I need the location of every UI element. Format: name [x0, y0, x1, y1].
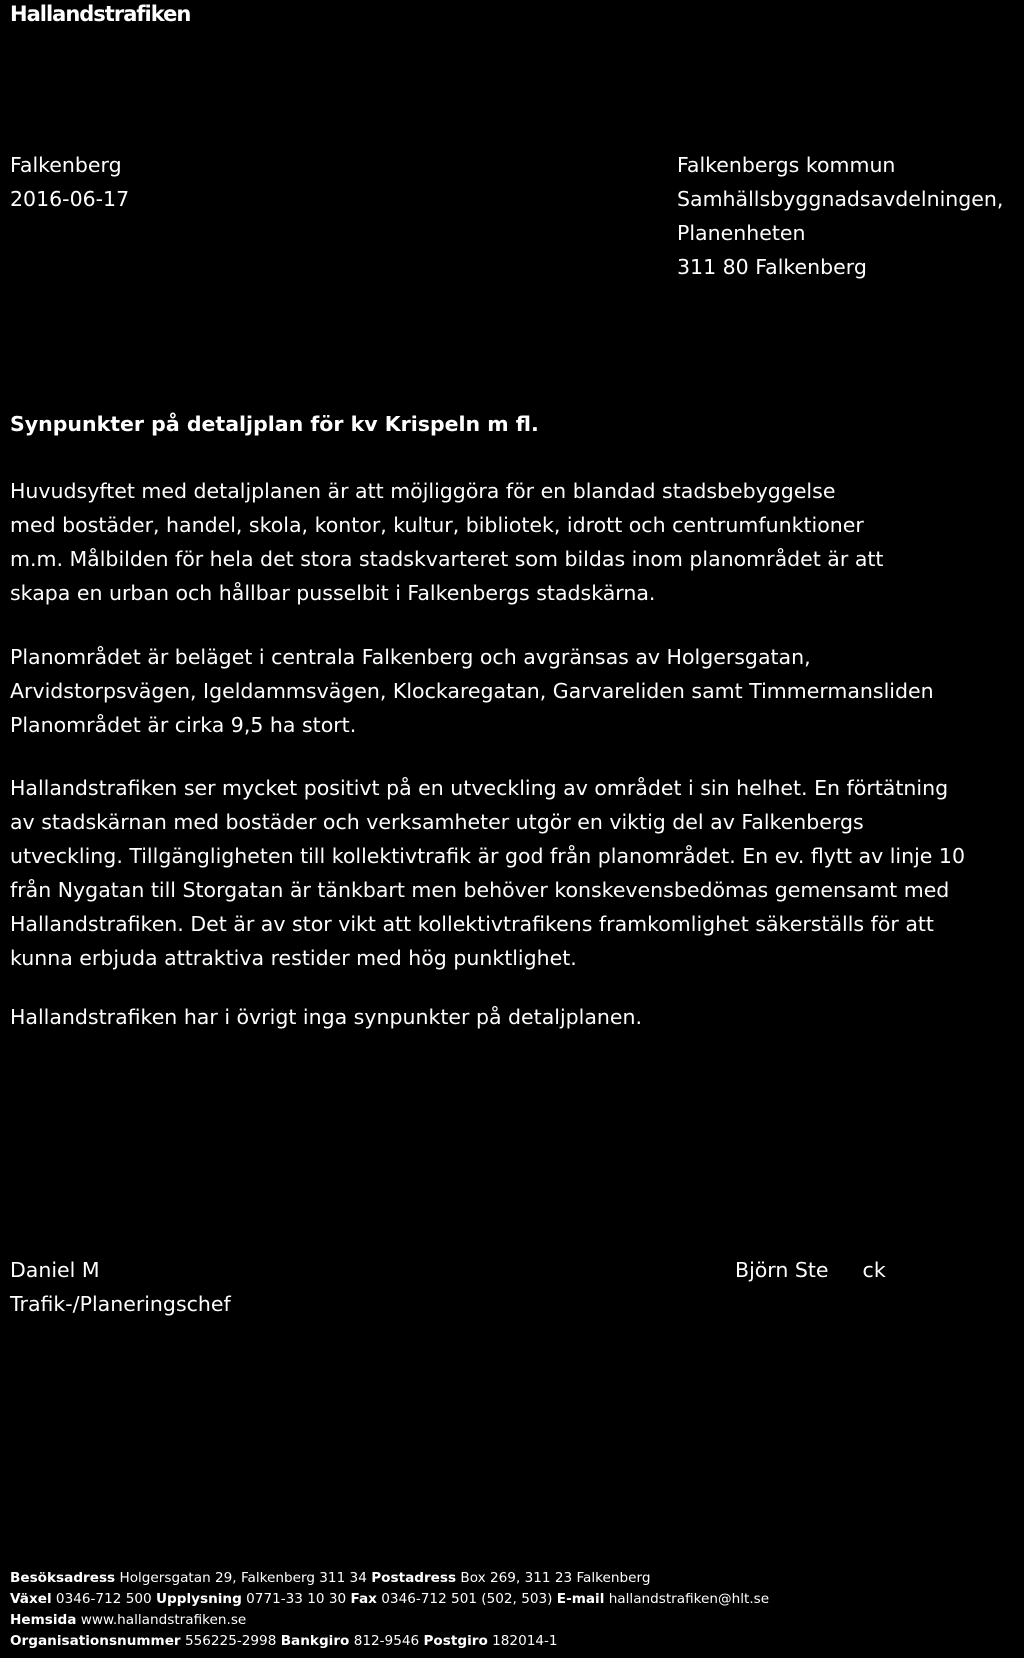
body-line: Hallandstrafiken har i övrigt inga synpunkter på detaljplanen.: [10, 1005, 643, 1029]
footer-label: Upplysning: [155, 1591, 242, 1607]
footer-value: Box 269, 311 23 Falkenberg: [456, 1570, 651, 1586]
signature-left: [10, 1253, 231, 1321]
body-line: Hallandstrafiken ser mycket positivt på en utveckling av området i sin helhet. En förtätning: [10, 776, 949, 800]
recipient-line: 311 80 Falkenberg: [677, 255, 867, 279]
body-paragraph-3: [10, 771, 965, 975]
recipient-line: Samhällsbyggnadsavdelningen,: [677, 187, 1004, 211]
letter-subject: Synpunkter på detaljplan för kv Krispeln m fl.: [10, 412, 539, 436]
signer-title: Trafik-/Planeringschef: [10, 1292, 231, 1316]
sender-city: Falkenberg: [10, 153, 122, 177]
signer-name-part: ck: [862, 1258, 886, 1282]
footer-line: [10, 1610, 769, 1631]
footer-line: [10, 1589, 769, 1610]
body-line: Planområdet är cirka 9,5 ha stort.: [10, 713, 357, 737]
body-line: skapa en urban och hållbar pusselbit i Falkenbergs stadskärna.: [10, 581, 656, 605]
footer-line: [10, 1631, 769, 1652]
body-paragraph-4: [10, 1000, 642, 1034]
footer-line: [10, 1568, 769, 1589]
body-paragraph-2: [10, 640, 934, 742]
body-line: Hallandstrafiken. Det är av stor vikt att kollektivtrafikens framkomlighet säkerställs för att: [10, 912, 934, 936]
footer-value: 0346-712 500: [51, 1591, 156, 1607]
body-line: från Nygatan till Storgatan är tänkbart men behöver konskevensbedömas gemensamt med: [10, 878, 950, 902]
letterhead-logo: Hallandstrafiken: [10, 2, 191, 26]
body-line: Planområdet är beläget i centrala Falkenberg och avgränsas av Holgersgatan,: [10, 645, 811, 669]
body-line: Huvudsyftet med detaljplanen är att möjliggöra för en blandad stadsbebyggelse: [10, 479, 836, 503]
signature-right: [735, 1253, 886, 1287]
recipient-address: [677, 148, 1003, 284]
footer-label: Postadress: [371, 1570, 457, 1586]
footer-value: 0346-712 501 (502, 503): [376, 1591, 557, 1607]
footer-label: Besöksadress: [10, 1570, 116, 1586]
footer-website: www.hallandstrafiken.se: [76, 1612, 247, 1628]
footer-label: Bankgiro: [280, 1633, 350, 1649]
footer-value: 0771-33 10 30: [241, 1591, 351, 1607]
footer-label: Postgiro: [423, 1633, 488, 1649]
body-line: kunna erbjuda attraktiva restider med hög punktlighet.: [10, 946, 577, 970]
body-line: med bostäder, handel, skola, kontor, kultur, bibliotek, idrott och centrumfunktioner: [10, 513, 864, 537]
body-line: m.m. Målbilden för hela det stora stadskvarteret som bildas inom planområdet är att: [10, 547, 884, 571]
sender-block: [10, 148, 129, 216]
footer-label: Hemsida: [10, 1612, 77, 1628]
footer-value: 812-9546: [349, 1633, 424, 1649]
letter-footer: [10, 1568, 769, 1652]
body-paragraph-1: [10, 474, 883, 610]
body-line: av stadskärnan med bostäder och verksamheter utgör en viktig del av Falkenbergs: [10, 810, 864, 834]
footer-label: E-mail: [556, 1591, 605, 1607]
footer-label: Fax: [350, 1591, 377, 1607]
footer-value: 556225-2998: [180, 1633, 281, 1649]
body-line: Arvidstorpsvägen, Igeldammsvägen, Klockaregatan, Garvareliden samt Timmermansliden: [10, 679, 934, 703]
signer-name-part: Björn Ste: [735, 1258, 829, 1282]
recipient-line: Planenheten: [677, 221, 806, 245]
body-line: utveckling. Tillgängligheten till kollektivtrafik är god från planområdet. En ev. flytt av linje 10: [10, 844, 966, 868]
signer-name: Daniel M: [10, 1258, 100, 1282]
footer-value: Holgersgatan 29, Falkenberg 311 34: [115, 1570, 372, 1586]
footer-label: Organisationsnummer: [10, 1633, 181, 1649]
footer-value: 182014-1: [487, 1633, 558, 1649]
recipient-line: Falkenbergs kommun: [677, 153, 896, 177]
footer-label: Växel: [10, 1591, 52, 1607]
letter-date: 2016-06-17: [10, 187, 130, 211]
footer-email: hallandstrafiken@hlt.se: [604, 1591, 770, 1607]
